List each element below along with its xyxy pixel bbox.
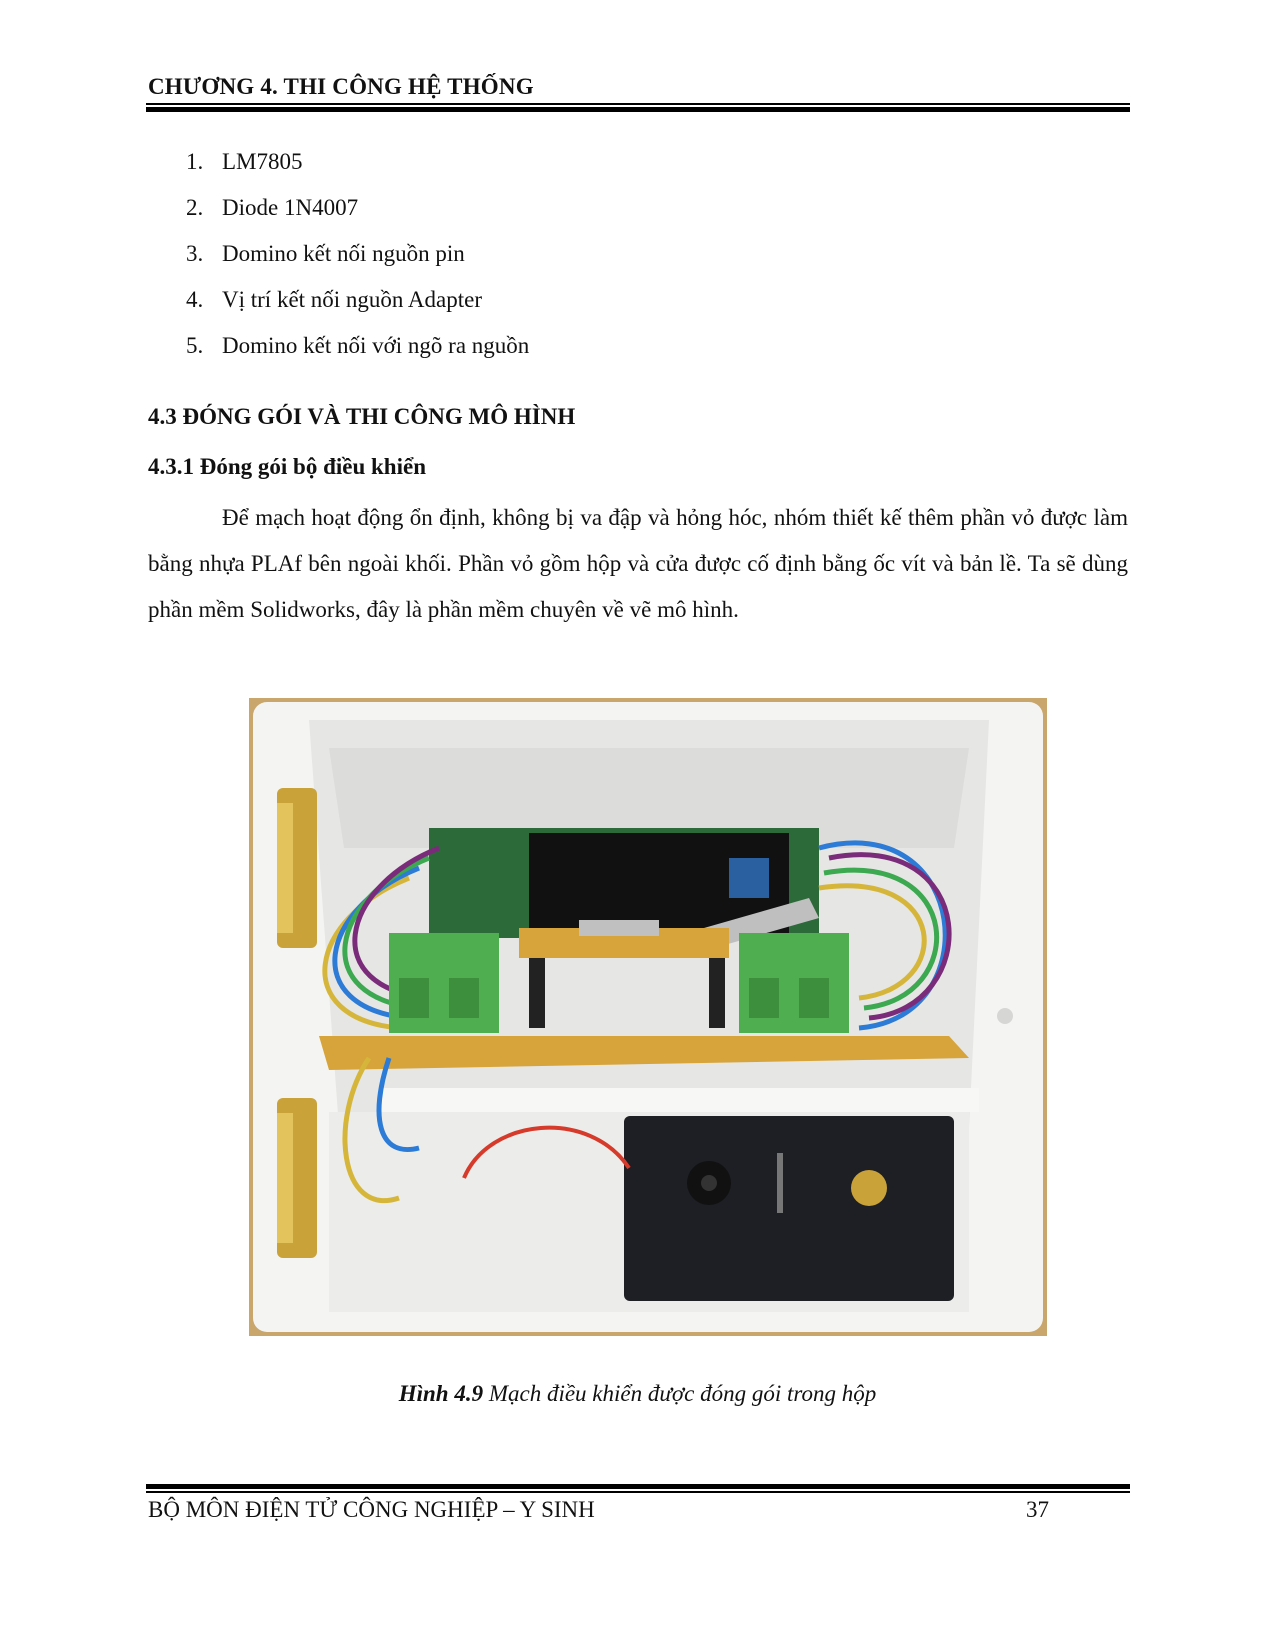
list-number: 1. [186,149,204,174]
header-rule-thick [146,107,1130,112]
list-item [186,285,529,331]
list-text: Domino kết nối với ngõ ra nguồn [222,333,530,358]
list-text: Diode 1N4007 [222,195,359,220]
figure-caption [0,1381,1275,1407]
list-item [186,147,529,193]
list-text: LM7805 [222,149,303,174]
header-rule-thin [146,103,1130,105]
list-item [186,193,529,239]
section-heading: 4.3 ĐÓNG GÓI VÀ THI CÔNG MÔ HÌNH [148,404,576,429]
footer-rule-thin [146,1491,1130,1493]
list-text: Vị trí kết nối nguồn Adapter [222,287,482,312]
component-list [186,147,529,377]
list-number: 5. [186,333,204,358]
figure-photo-controller-box [249,698,1047,1336]
footer-department: BỘ MÔN ĐIỆN TỬ CÔNG NGHIỆP – Y SINH [148,1497,595,1522]
body-paragraph: Để mạch hoạt động ổn định, không bị va đập và hỏng hóc, nhóm thiết kế thêm phần vỏ được làm bằng nhựa PLAf bên ngoài khối. Phần vỏ gồm hộp và cửa được cố định bằng ốc vít và bản lề. Ta sẽ dùng phần mềm Solidworks, đây là phần mềm chuyên về vẽ mô hình. [148,505,1128,622]
list-text: Domino kết nối nguồn pin [222,241,465,266]
list-item [186,331,529,377]
list-number: 4. [186,287,204,312]
battery-holder [624,1116,954,1301]
list-number: 3. [186,241,204,266]
footer-rule-thick [146,1484,1130,1489]
figure-caption-label: Hình 4.9 [398,1381,484,1406]
figure-caption-text: Mạch điều khiển được đóng gói trong hộp [483,1381,877,1406]
subsection-heading: 4.3.1 Đóng gói bộ điều khiển [148,454,426,479]
list-item [186,239,529,285]
page-number: 37 [1026,1497,1049,1522]
list-number: 2. [186,195,204,220]
header-title: CHƯƠNG 4. THI CÔNG HỆ THỐNG [148,74,534,99]
